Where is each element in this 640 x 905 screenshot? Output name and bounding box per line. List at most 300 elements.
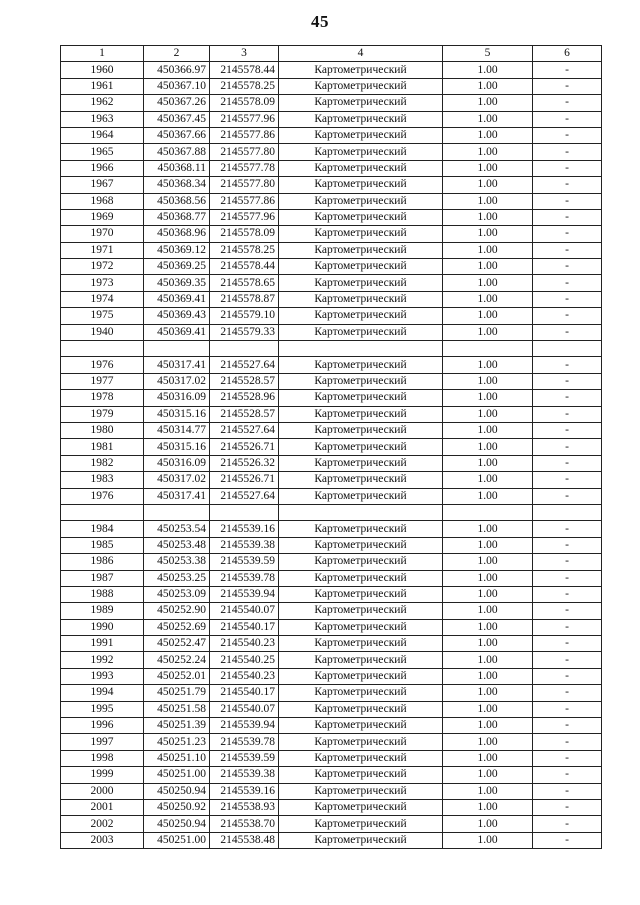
- point-number-cell: 1976: [61, 488, 144, 504]
- method-cell: Картометрический: [279, 701, 443, 717]
- y-coordinate-cell: 2145577.78: [210, 160, 279, 176]
- point-number-cell: 1963: [61, 111, 144, 127]
- method-cell: Картометрический: [279, 488, 443, 504]
- point-number-cell: 1976: [61, 357, 144, 373]
- x-coordinate-cell: 450250.92: [144, 799, 210, 815]
- note-cell: -: [533, 799, 602, 815]
- table-row: [61, 259, 602, 275]
- x-coordinate-cell: 450316.09: [144, 455, 210, 471]
- point-number-cell: 1991: [61, 636, 144, 652]
- point-number-cell: 1985: [61, 537, 144, 553]
- point-number-cell: 1966: [61, 160, 144, 176]
- table-row: [61, 111, 602, 127]
- page-number: 45: [311, 12, 329, 31]
- table-row: [61, 619, 602, 635]
- y-coordinate-cell: [210, 504, 279, 520]
- x-coordinate-cell: 450252.47: [144, 636, 210, 652]
- table-row: [61, 373, 602, 389]
- point-number-cell: 1982: [61, 455, 144, 471]
- y-coordinate-cell: 2145526.71: [210, 439, 279, 455]
- accuracy-cell: 1.00: [443, 226, 533, 242]
- method-cell: Картометрический: [279, 685, 443, 701]
- accuracy-cell: 1.00: [443, 62, 533, 78]
- method-cell: Картометрический: [279, 209, 443, 225]
- accuracy-cell: [443, 341, 533, 357]
- table-row: [61, 422, 602, 438]
- table-row: [61, 127, 602, 143]
- note-cell: -: [533, 127, 602, 143]
- note-cell: -: [533, 275, 602, 291]
- method-cell: Картометрический: [279, 636, 443, 652]
- y-coordinate-cell: 2145539.94: [210, 586, 279, 602]
- note-cell: -: [533, 324, 602, 340]
- method-cell: Картометрический: [279, 472, 443, 488]
- table-row: [61, 439, 602, 455]
- method-cell: Картометрический: [279, 373, 443, 389]
- y-coordinate-cell: 2145539.59: [210, 554, 279, 570]
- y-coordinate-cell: 2145578.65: [210, 275, 279, 291]
- point-number-cell: 1995: [61, 701, 144, 717]
- y-coordinate-cell: 2145579.10: [210, 308, 279, 324]
- method-cell: Картометрический: [279, 127, 443, 143]
- y-coordinate-cell: 2145526.32: [210, 455, 279, 471]
- y-coordinate-cell: 2145526.71: [210, 472, 279, 488]
- point-number-cell: 1994: [61, 685, 144, 701]
- accuracy-cell: 1.00: [443, 636, 533, 652]
- table-row: [61, 341, 602, 357]
- method-cell: Картометрический: [279, 95, 443, 111]
- note-cell: -: [533, 95, 602, 111]
- note-cell: -: [533, 226, 602, 242]
- method-cell: [279, 341, 443, 357]
- method-cell: Картометрический: [279, 750, 443, 766]
- point-number-cell: 1961: [61, 78, 144, 94]
- note-cell: -: [533, 111, 602, 127]
- y-coordinate-cell: 2145539.38: [210, 767, 279, 783]
- accuracy-cell: 1.00: [443, 291, 533, 307]
- note-cell: -: [533, 406, 602, 422]
- accuracy-cell: 1.00: [443, 472, 533, 488]
- x-coordinate-cell: 450252.69: [144, 619, 210, 635]
- note-cell: -: [533, 455, 602, 471]
- note-cell: -: [533, 701, 602, 717]
- table-row: [61, 668, 602, 684]
- method-cell: Картометрический: [279, 619, 443, 635]
- point-number-cell: 1977: [61, 373, 144, 389]
- table-row: [61, 390, 602, 406]
- column-header: 1: [61, 46, 144, 62]
- y-coordinate-cell: 2145577.96: [210, 111, 279, 127]
- point-number-cell: [61, 504, 144, 520]
- accuracy-cell: 1.00: [443, 177, 533, 193]
- table-row: [61, 324, 602, 340]
- y-coordinate-cell: 2145540.07: [210, 701, 279, 717]
- table-header-row: [61, 46, 602, 62]
- table-row: [61, 226, 602, 242]
- note-cell: -: [533, 308, 602, 324]
- note-cell: -: [533, 259, 602, 275]
- x-coordinate-cell: 450317.02: [144, 373, 210, 389]
- method-cell: Картометрический: [279, 586, 443, 602]
- table-body: [61, 62, 602, 849]
- x-coordinate-cell: 450369.35: [144, 275, 210, 291]
- method-cell: [279, 504, 443, 520]
- point-number-cell: 1978: [61, 390, 144, 406]
- x-coordinate-cell: 450252.24: [144, 652, 210, 668]
- method-cell: Картометрический: [279, 521, 443, 537]
- y-coordinate-cell: 2145579.33: [210, 324, 279, 340]
- accuracy-cell: 1.00: [443, 193, 533, 209]
- method-cell: Картометрический: [279, 455, 443, 471]
- accuracy-cell: 1.00: [443, 734, 533, 750]
- table-row: [61, 177, 602, 193]
- note-cell: -: [533, 160, 602, 176]
- x-coordinate-cell: 450252.90: [144, 603, 210, 619]
- y-coordinate-cell: 2145577.86: [210, 127, 279, 143]
- point-number-cell: 1969: [61, 209, 144, 225]
- note-cell: -: [533, 357, 602, 373]
- y-coordinate-cell: 2145539.78: [210, 570, 279, 586]
- method-cell: Картометрический: [279, 537, 443, 553]
- note-cell: -: [533, 488, 602, 504]
- y-coordinate-cell: 2145577.80: [210, 177, 279, 193]
- y-coordinate-cell: 2145527.64: [210, 357, 279, 373]
- x-coordinate-cell: 450368.96: [144, 226, 210, 242]
- table-row: [61, 750, 602, 766]
- column-header: 3: [210, 46, 279, 62]
- accuracy-cell: 1.00: [443, 455, 533, 471]
- point-number-cell: 1962: [61, 95, 144, 111]
- method-cell: Картометрический: [279, 668, 443, 684]
- y-coordinate-cell: 2145539.59: [210, 750, 279, 766]
- method-cell: Картометрический: [279, 734, 443, 750]
- note-cell: -: [533, 291, 602, 307]
- x-coordinate-cell: 450368.11: [144, 160, 210, 176]
- table-row: [61, 144, 602, 160]
- accuracy-cell: 1.00: [443, 554, 533, 570]
- table-row: [61, 455, 602, 471]
- table-row: [61, 472, 602, 488]
- method-cell: Картометрический: [279, 324, 443, 340]
- accuracy-cell: 1.00: [443, 816, 533, 832]
- accuracy-cell: 1.00: [443, 259, 533, 275]
- x-coordinate-cell: 450368.56: [144, 193, 210, 209]
- x-coordinate-cell: 450369.25: [144, 259, 210, 275]
- point-number-cell: 1993: [61, 668, 144, 684]
- y-coordinate-cell: 2145540.23: [210, 668, 279, 684]
- table-row: [61, 291, 602, 307]
- note-cell: -: [533, 177, 602, 193]
- y-coordinate-cell: 2145528.57: [210, 373, 279, 389]
- table-row: [61, 570, 602, 586]
- x-coordinate-cell: 450317.02: [144, 472, 210, 488]
- point-number-cell: 1971: [61, 242, 144, 258]
- note-cell: -: [533, 62, 602, 78]
- method-cell: Картометрический: [279, 767, 443, 783]
- x-coordinate-cell: 450251.23: [144, 734, 210, 750]
- column-header: 2: [144, 46, 210, 62]
- note-cell: -: [533, 603, 602, 619]
- x-coordinate-cell: 450316.09: [144, 390, 210, 406]
- method-cell: Картометрический: [279, 193, 443, 209]
- method-cell: Картометрический: [279, 111, 443, 127]
- y-coordinate-cell: 2145577.96: [210, 209, 279, 225]
- accuracy-cell: 1.00: [443, 422, 533, 438]
- accuracy-cell: 1.00: [443, 832, 533, 848]
- note-cell: -: [533, 652, 602, 668]
- note-cell: -: [533, 390, 602, 406]
- note-cell: -: [533, 767, 602, 783]
- table-row: [61, 62, 602, 78]
- x-coordinate-cell: 450367.88: [144, 144, 210, 160]
- x-coordinate-cell: 450369.12: [144, 242, 210, 258]
- x-coordinate-cell: 450369.41: [144, 291, 210, 307]
- y-coordinate-cell: 2145528.96: [210, 390, 279, 406]
- x-coordinate-cell: 450251.39: [144, 718, 210, 734]
- accuracy-cell: 1.00: [443, 242, 533, 258]
- x-coordinate-cell: 450251.79: [144, 685, 210, 701]
- x-coordinate-cell: 450253.48: [144, 537, 210, 553]
- method-cell: Картометрический: [279, 160, 443, 176]
- table-row: [61, 652, 602, 668]
- accuracy-cell: 1.00: [443, 570, 533, 586]
- accuracy-cell: 1.00: [443, 390, 533, 406]
- y-coordinate-cell: 2145528.57: [210, 406, 279, 422]
- y-coordinate-cell: 2145539.16: [210, 783, 279, 799]
- point-number-cell: 1984: [61, 521, 144, 537]
- method-cell: Картометрический: [279, 406, 443, 422]
- note-cell: -: [533, 193, 602, 209]
- note-cell: -: [533, 619, 602, 635]
- y-coordinate-cell: 2145540.07: [210, 603, 279, 619]
- point-number-cell: [61, 341, 144, 357]
- method-cell: Картометрический: [279, 570, 443, 586]
- table-row: [61, 701, 602, 717]
- point-number-cell: 2003: [61, 832, 144, 848]
- note-cell: -: [533, 668, 602, 684]
- point-number-cell: 1992: [61, 652, 144, 668]
- x-coordinate-cell: 450251.10: [144, 750, 210, 766]
- accuracy-cell: 1.00: [443, 652, 533, 668]
- x-coordinate-cell: 450253.54: [144, 521, 210, 537]
- point-number-cell: 1990: [61, 619, 144, 635]
- accuracy-cell: 1.00: [443, 127, 533, 143]
- point-number-cell: 2001: [61, 799, 144, 815]
- y-coordinate-cell: 2145540.23: [210, 636, 279, 652]
- table-row: [61, 275, 602, 291]
- point-number-cell: 1998: [61, 750, 144, 766]
- accuracy-cell: 1.00: [443, 406, 533, 422]
- note-cell: -: [533, 521, 602, 537]
- table-row: [61, 685, 602, 701]
- method-cell: Картометрический: [279, 816, 443, 832]
- table-row: [61, 554, 602, 570]
- x-coordinate-cell: 450368.34: [144, 177, 210, 193]
- note-cell: -: [533, 554, 602, 570]
- y-coordinate-cell: 2145538.93: [210, 799, 279, 815]
- column-header: 5: [443, 46, 533, 62]
- point-number-cell: 1980: [61, 422, 144, 438]
- method-cell: Картометрический: [279, 78, 443, 94]
- table-row: [61, 718, 602, 734]
- method-cell: Картометрический: [279, 832, 443, 848]
- note-cell: -: [533, 750, 602, 766]
- note-cell: -: [533, 422, 602, 438]
- point-number-cell: 1960: [61, 62, 144, 78]
- point-number-cell: 1989: [61, 603, 144, 619]
- accuracy-cell: 1.00: [443, 668, 533, 684]
- note-cell: -: [533, 636, 602, 652]
- x-coordinate-cell: 450251.00: [144, 767, 210, 783]
- accuracy-cell: 1.00: [443, 799, 533, 815]
- x-coordinate-cell: 450367.66: [144, 127, 210, 143]
- note-cell: -: [533, 734, 602, 750]
- note-cell: -: [533, 816, 602, 832]
- accuracy-cell: 1.00: [443, 619, 533, 635]
- point-number-cell: 1974: [61, 291, 144, 307]
- x-coordinate-cell: 450253.25: [144, 570, 210, 586]
- y-coordinate-cell: 2145538.70: [210, 816, 279, 832]
- y-coordinate-cell: 2145578.87: [210, 291, 279, 307]
- note-cell: -: [533, 685, 602, 701]
- x-coordinate-cell: 450368.77: [144, 209, 210, 225]
- method-cell: Картометрический: [279, 439, 443, 455]
- method-cell: Картометрический: [279, 226, 443, 242]
- accuracy-cell: 1.00: [443, 701, 533, 717]
- x-coordinate-cell: 450314.77: [144, 422, 210, 438]
- point-number-cell: 1987: [61, 570, 144, 586]
- note-cell: -: [533, 439, 602, 455]
- table-row: [61, 406, 602, 422]
- method-cell: Картометрический: [279, 357, 443, 373]
- table-row: [61, 488, 602, 504]
- accuracy-cell: 1.00: [443, 685, 533, 701]
- accuracy-cell: 1.00: [443, 160, 533, 176]
- y-coordinate-cell: 2145539.16: [210, 521, 279, 537]
- x-coordinate-cell: 450369.43: [144, 308, 210, 324]
- table-row: [61, 603, 602, 619]
- note-cell: -: [533, 373, 602, 389]
- note-cell: -: [533, 832, 602, 848]
- coordinates-table: [60, 45, 602, 849]
- accuracy-cell: 1.00: [443, 357, 533, 373]
- y-coordinate-cell: 2145578.25: [210, 78, 279, 94]
- accuracy-cell: 1.00: [443, 78, 533, 94]
- point-number-cell: 1968: [61, 193, 144, 209]
- table-row: [61, 537, 602, 553]
- accuracy-cell: 1.00: [443, 324, 533, 340]
- point-number-cell: 1983: [61, 472, 144, 488]
- y-coordinate-cell: 2145538.48: [210, 832, 279, 848]
- point-number-cell: 1967: [61, 177, 144, 193]
- method-cell: Картометрический: [279, 603, 443, 619]
- method-cell: Картометрический: [279, 422, 443, 438]
- point-number-cell: 1972: [61, 259, 144, 275]
- method-cell: Картометрический: [279, 177, 443, 193]
- method-cell: Картометрический: [279, 144, 443, 160]
- accuracy-cell: 1.00: [443, 488, 533, 504]
- x-coordinate-cell: 450367.26: [144, 95, 210, 111]
- table-row: [61, 799, 602, 815]
- accuracy-cell: [443, 504, 533, 520]
- point-number-cell: 1973: [61, 275, 144, 291]
- accuracy-cell: 1.00: [443, 209, 533, 225]
- y-coordinate-cell: [210, 341, 279, 357]
- note-cell: -: [533, 718, 602, 734]
- table-row: [61, 783, 602, 799]
- point-number-cell: 1981: [61, 439, 144, 455]
- y-coordinate-cell: 2145577.80: [210, 144, 279, 160]
- x-coordinate-cell: 450251.00: [144, 832, 210, 848]
- method-cell: Картометрический: [279, 275, 443, 291]
- accuracy-cell: 1.00: [443, 373, 533, 389]
- y-coordinate-cell: 2145578.09: [210, 226, 279, 242]
- method-cell: Картометрический: [279, 652, 443, 668]
- table-row: [61, 832, 602, 848]
- method-cell: Картометрический: [279, 308, 443, 324]
- note-cell: [533, 504, 602, 520]
- accuracy-cell: 1.00: [443, 767, 533, 783]
- y-coordinate-cell: 2145577.86: [210, 193, 279, 209]
- method-cell: Картометрический: [279, 259, 443, 275]
- table-row: [61, 160, 602, 176]
- x-coordinate-cell: 450253.09: [144, 586, 210, 602]
- table-row: [61, 504, 602, 520]
- accuracy-cell: 1.00: [443, 144, 533, 160]
- point-number-cell: 1988: [61, 586, 144, 602]
- y-coordinate-cell: 2145540.17: [210, 619, 279, 635]
- column-header: 4: [279, 46, 443, 62]
- accuracy-cell: 1.00: [443, 308, 533, 324]
- accuracy-cell: 1.00: [443, 750, 533, 766]
- accuracy-cell: 1.00: [443, 111, 533, 127]
- note-cell: -: [533, 209, 602, 225]
- point-number-cell: 1997: [61, 734, 144, 750]
- x-coordinate-cell: 450367.10: [144, 78, 210, 94]
- y-coordinate-cell: 2145578.44: [210, 259, 279, 275]
- y-coordinate-cell: 2145578.09: [210, 95, 279, 111]
- table-row: [61, 816, 602, 832]
- note-cell: -: [533, 242, 602, 258]
- accuracy-cell: 1.00: [443, 439, 533, 455]
- y-coordinate-cell: 2145539.78: [210, 734, 279, 750]
- point-number-cell: 1986: [61, 554, 144, 570]
- x-coordinate-cell: 450250.94: [144, 783, 210, 799]
- point-number-cell: 1979: [61, 406, 144, 422]
- x-coordinate-cell: [144, 341, 210, 357]
- method-cell: Картометрический: [279, 291, 443, 307]
- method-cell: Картометрический: [279, 62, 443, 78]
- note-cell: -: [533, 537, 602, 553]
- table-row: [61, 734, 602, 750]
- y-coordinate-cell: 2145578.25: [210, 242, 279, 258]
- accuracy-cell: 1.00: [443, 521, 533, 537]
- x-coordinate-cell: 450317.41: [144, 357, 210, 373]
- y-coordinate-cell: 2145527.64: [210, 488, 279, 504]
- table-row: [61, 308, 602, 324]
- method-cell: Картометрический: [279, 390, 443, 406]
- x-coordinate-cell: 450315.16: [144, 439, 210, 455]
- accuracy-cell: 1.00: [443, 718, 533, 734]
- method-cell: Картометрический: [279, 242, 443, 258]
- x-coordinate-cell: 450253.38: [144, 554, 210, 570]
- point-number-cell: 1999: [61, 767, 144, 783]
- y-coordinate-cell: 2145539.94: [210, 718, 279, 734]
- method-cell: Картометрический: [279, 718, 443, 734]
- accuracy-cell: 1.00: [443, 537, 533, 553]
- x-coordinate-cell: 450315.16: [144, 406, 210, 422]
- table-row: [61, 209, 602, 225]
